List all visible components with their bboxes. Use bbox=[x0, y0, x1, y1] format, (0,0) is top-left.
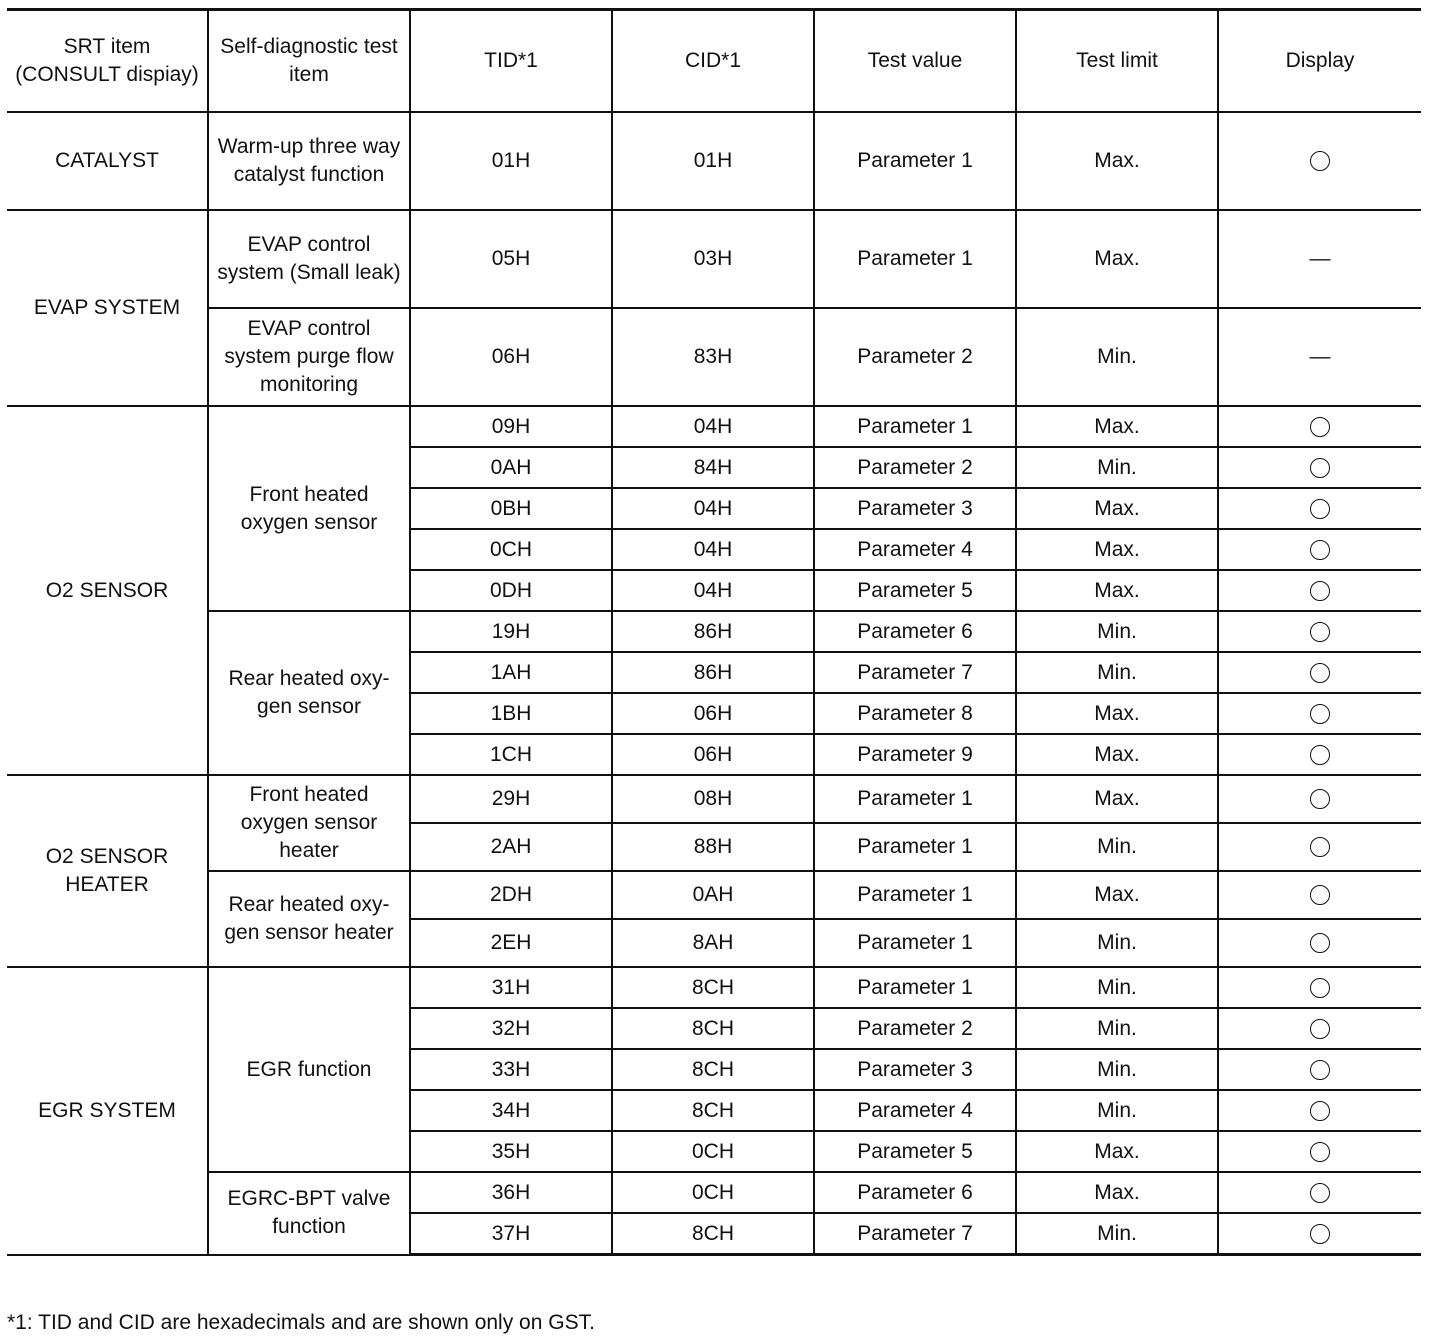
circle-icon bbox=[1310, 933, 1330, 953]
display-cell bbox=[1218, 693, 1421, 734]
tid-cell: 36H bbox=[410, 1172, 612, 1213]
header-row bbox=[7, 10, 1421, 113]
header-display: Display bbox=[1218, 10, 1421, 113]
test-limit-cell: Min. bbox=[1016, 1213, 1218, 1255]
tid-cell: 37H bbox=[410, 1213, 612, 1255]
cid-cell: 08H bbox=[612, 775, 814, 823]
header-srt-item: SRT item (CONSULT dispiay) bbox=[7, 10, 208, 113]
display-cell bbox=[1218, 1090, 1421, 1131]
tid-cell: 35H bbox=[410, 1131, 612, 1172]
table-row bbox=[7, 1172, 1421, 1213]
display-cell bbox=[1218, 112, 1421, 210]
cid-cell: 8CH bbox=[612, 1049, 814, 1090]
tid-cell: 2AH bbox=[410, 823, 612, 871]
test-limit-cell: Min. bbox=[1016, 1049, 1218, 1090]
item-front-o2-sensor: Front heated oxygen sensor bbox=[208, 406, 410, 611]
circle-icon bbox=[1310, 704, 1330, 724]
group-o2-sensor-heater: O2 SENSOR HEATER bbox=[7, 775, 208, 967]
item-rear-o2-sensor: Rear heated oxy-gen sensor bbox=[208, 611, 410, 775]
cid-cell: 8CH bbox=[612, 1090, 814, 1131]
group-o2-sensor: O2 SENSOR bbox=[7, 406, 208, 775]
tid-cell: 0CH bbox=[410, 529, 612, 570]
cid-cell: 04H bbox=[612, 570, 814, 611]
test-value-cell: Parameter 4 bbox=[814, 529, 1016, 570]
test-limit-cell: Max. bbox=[1016, 734, 1218, 775]
tid-cell: 1AH bbox=[410, 652, 612, 693]
test-value-cell: Parameter 7 bbox=[814, 1213, 1016, 1255]
display-cell bbox=[1218, 1131, 1421, 1172]
tid-cell: 2EH bbox=[410, 919, 612, 967]
test-limit-cell: Max. bbox=[1016, 1131, 1218, 1172]
test-value-cell: Parameter 1 bbox=[814, 210, 1016, 308]
display-cell bbox=[1218, 823, 1421, 871]
test-limit-cell: Max. bbox=[1016, 570, 1218, 611]
test-limit-cell: Min. bbox=[1016, 611, 1218, 652]
tid-cell: 0BH bbox=[410, 488, 612, 529]
test-limit-cell: Max. bbox=[1016, 406, 1218, 447]
display-cell bbox=[1218, 406, 1421, 447]
cid-cell: 8AH bbox=[612, 919, 814, 967]
circle-icon bbox=[1310, 540, 1330, 560]
test-limit-cell: Max. bbox=[1016, 210, 1218, 308]
display-cell bbox=[1218, 570, 1421, 611]
test-limit-cell: Max. bbox=[1016, 1172, 1218, 1213]
test-value-cell: Parameter 2 bbox=[814, 1008, 1016, 1049]
test-value-cell: Parameter 1 bbox=[814, 775, 1016, 823]
circle-icon bbox=[1310, 1224, 1330, 1244]
display-cell bbox=[1218, 967, 1421, 1008]
circle-icon bbox=[1310, 1183, 1330, 1203]
tid-cell: 1CH bbox=[410, 734, 612, 775]
display-cell bbox=[1218, 775, 1421, 823]
group-egr-system: EGR SYSTEM bbox=[7, 967, 208, 1255]
cid-cell: 01H bbox=[612, 112, 814, 210]
test-limit-cell: Min. bbox=[1016, 308, 1218, 406]
test-value-cell: Parameter 3 bbox=[814, 488, 1016, 529]
header-self-diagnostic: Self-diagnostic test item bbox=[208, 10, 410, 113]
tid-cell: 09H bbox=[410, 406, 612, 447]
test-limit-cell: Max. bbox=[1016, 693, 1218, 734]
cid-cell: 83H bbox=[612, 308, 814, 406]
circle-icon bbox=[1310, 1060, 1330, 1080]
display-cell bbox=[1218, 447, 1421, 488]
test-limit-cell: Min. bbox=[1016, 823, 1218, 871]
cid-cell: 03H bbox=[612, 210, 814, 308]
test-limit-cell: Max. bbox=[1016, 775, 1218, 823]
tid-cell: 34H bbox=[410, 1090, 612, 1131]
test-limit-cell: Min. bbox=[1016, 447, 1218, 488]
test-limit-cell: Min. bbox=[1016, 1008, 1218, 1049]
circle-icon bbox=[1310, 1019, 1330, 1039]
header-test-value: Test value bbox=[814, 10, 1016, 113]
display-cell bbox=[1218, 1049, 1421, 1090]
tid-cell: 19H bbox=[410, 611, 612, 652]
cid-cell: 06H bbox=[612, 734, 814, 775]
cid-cell: 86H bbox=[612, 611, 814, 652]
circle-icon bbox=[1310, 837, 1330, 857]
circle-icon bbox=[1310, 622, 1330, 642]
table-row bbox=[7, 871, 1421, 919]
tid-cell: 05H bbox=[410, 210, 612, 308]
cid-cell: 0CH bbox=[612, 1131, 814, 1172]
table-row bbox=[7, 112, 1421, 210]
table-row bbox=[7, 308, 1421, 406]
header-test-limit: Test limit bbox=[1016, 10, 1218, 113]
circle-icon bbox=[1310, 499, 1330, 519]
display-cell bbox=[1218, 529, 1421, 570]
cid-cell: 88H bbox=[612, 823, 814, 871]
display-cell bbox=[1218, 308, 1421, 406]
header-tid: TID*1 bbox=[410, 10, 612, 113]
srt-table bbox=[7, 8, 1421, 1256]
test-limit-cell: Min. bbox=[1016, 1090, 1218, 1131]
tid-cell: 1BH bbox=[410, 693, 612, 734]
test-value-cell: Parameter 1 bbox=[814, 406, 1016, 447]
group-evap-system: EVAP SYSTEM bbox=[7, 210, 208, 406]
display-cell bbox=[1218, 488, 1421, 529]
test-value-cell: Parameter 6 bbox=[814, 611, 1016, 652]
test-limit-cell: Min. bbox=[1016, 919, 1218, 967]
tid-cell: 33H bbox=[410, 1049, 612, 1090]
item-evap-purge-flow: EVAP control system purge flow monitoring bbox=[208, 308, 410, 406]
tid-cell: 29H bbox=[410, 775, 612, 823]
cid-cell: 06H bbox=[612, 693, 814, 734]
display-cell bbox=[1218, 652, 1421, 693]
test-value-cell: Parameter 5 bbox=[814, 570, 1016, 611]
item-evap-small-leak: EVAP control system (Small leak) bbox=[208, 210, 410, 308]
group-catalyst: CATALYST bbox=[7, 112, 208, 210]
test-limit-cell: Min. bbox=[1016, 652, 1218, 693]
dash-icon: — bbox=[1309, 345, 1331, 368]
display-cell bbox=[1218, 919, 1421, 967]
cid-cell: 04H bbox=[612, 529, 814, 570]
test-value-cell: Parameter 2 bbox=[814, 308, 1016, 406]
test-value-cell: Parameter 7 bbox=[814, 652, 1016, 693]
cid-cell: 0CH bbox=[612, 1172, 814, 1213]
display-cell bbox=[1218, 210, 1421, 308]
item-egrc-bpt-valve: EGRC-BPT valve function bbox=[208, 1172, 410, 1255]
display-cell bbox=[1218, 1172, 1421, 1213]
test-value-cell: Parameter 1 bbox=[814, 871, 1016, 919]
circle-icon bbox=[1310, 978, 1330, 998]
circle-icon bbox=[1310, 885, 1330, 905]
tid-cell: 01H bbox=[410, 112, 612, 210]
dash-icon: — bbox=[1309, 247, 1331, 270]
test-value-cell: Parameter 5 bbox=[814, 1131, 1016, 1172]
footnote: *1: TID and CID are hexadecimals and are shown only on GST. bbox=[7, 1311, 595, 1334]
test-value-cell: Parameter 1 bbox=[814, 967, 1016, 1008]
cid-cell: 8CH bbox=[612, 1213, 814, 1255]
table-row bbox=[7, 775, 1421, 823]
tid-cell: 0DH bbox=[410, 570, 612, 611]
cid-cell: 86H bbox=[612, 652, 814, 693]
tid-cell: 06H bbox=[410, 308, 612, 406]
display-cell bbox=[1218, 734, 1421, 775]
circle-icon bbox=[1310, 151, 1330, 171]
cid-cell: 8CH bbox=[612, 967, 814, 1008]
circle-icon bbox=[1310, 1142, 1330, 1162]
tid-cell: 2DH bbox=[410, 871, 612, 919]
test-value-cell: Parameter 8 bbox=[814, 693, 1016, 734]
circle-icon bbox=[1310, 581, 1330, 601]
test-value-cell: Parameter 3 bbox=[814, 1049, 1016, 1090]
test-value-cell: Parameter 9 bbox=[814, 734, 1016, 775]
test-value-cell: Parameter 1 bbox=[814, 919, 1016, 967]
display-cell bbox=[1218, 1213, 1421, 1255]
table-row bbox=[7, 967, 1421, 1008]
cid-cell: 04H bbox=[612, 406, 814, 447]
test-limit-cell: Max. bbox=[1016, 529, 1218, 570]
cid-cell: 84H bbox=[612, 447, 814, 488]
table-row bbox=[7, 210, 1421, 308]
item-front-o2-heater: Front heated oxygen sensor heater bbox=[208, 775, 410, 871]
test-value-cell: Parameter 6 bbox=[814, 1172, 1016, 1213]
circle-icon bbox=[1310, 789, 1330, 809]
tid-cell: 0AH bbox=[410, 447, 612, 488]
table-row bbox=[7, 406, 1421, 447]
tid-cell: 32H bbox=[410, 1008, 612, 1049]
circle-icon bbox=[1310, 1101, 1330, 1121]
display-cell bbox=[1218, 871, 1421, 919]
test-limit-cell: Max. bbox=[1016, 112, 1218, 210]
circle-icon bbox=[1310, 458, 1330, 478]
cid-cell: 0AH bbox=[612, 871, 814, 919]
test-value-cell: Parameter 4 bbox=[814, 1090, 1016, 1131]
cid-cell: 04H bbox=[612, 488, 814, 529]
item-catalyst-function: Warm-up three way catalyst function bbox=[208, 112, 410, 210]
test-value-cell: Parameter 2 bbox=[814, 447, 1016, 488]
circle-icon bbox=[1310, 663, 1330, 683]
table-row bbox=[7, 611, 1421, 652]
test-value-cell: Parameter 1 bbox=[814, 823, 1016, 871]
test-limit-cell: Max. bbox=[1016, 871, 1218, 919]
item-rear-o2-heater: Rear heated oxy-gen sensor heater bbox=[208, 871, 410, 967]
cid-cell: 8CH bbox=[612, 1008, 814, 1049]
header-cid: CID*1 bbox=[612, 10, 814, 113]
item-egr-function: EGR function bbox=[208, 967, 410, 1172]
circle-icon bbox=[1310, 745, 1330, 765]
test-limit-cell: Min. bbox=[1016, 967, 1218, 1008]
display-cell bbox=[1218, 611, 1421, 652]
display-cell bbox=[1218, 1008, 1421, 1049]
tid-cell: 31H bbox=[410, 967, 612, 1008]
circle-icon bbox=[1310, 417, 1330, 437]
test-value-cell: Parameter 1 bbox=[814, 112, 1016, 210]
test-limit-cell: Max. bbox=[1016, 488, 1218, 529]
